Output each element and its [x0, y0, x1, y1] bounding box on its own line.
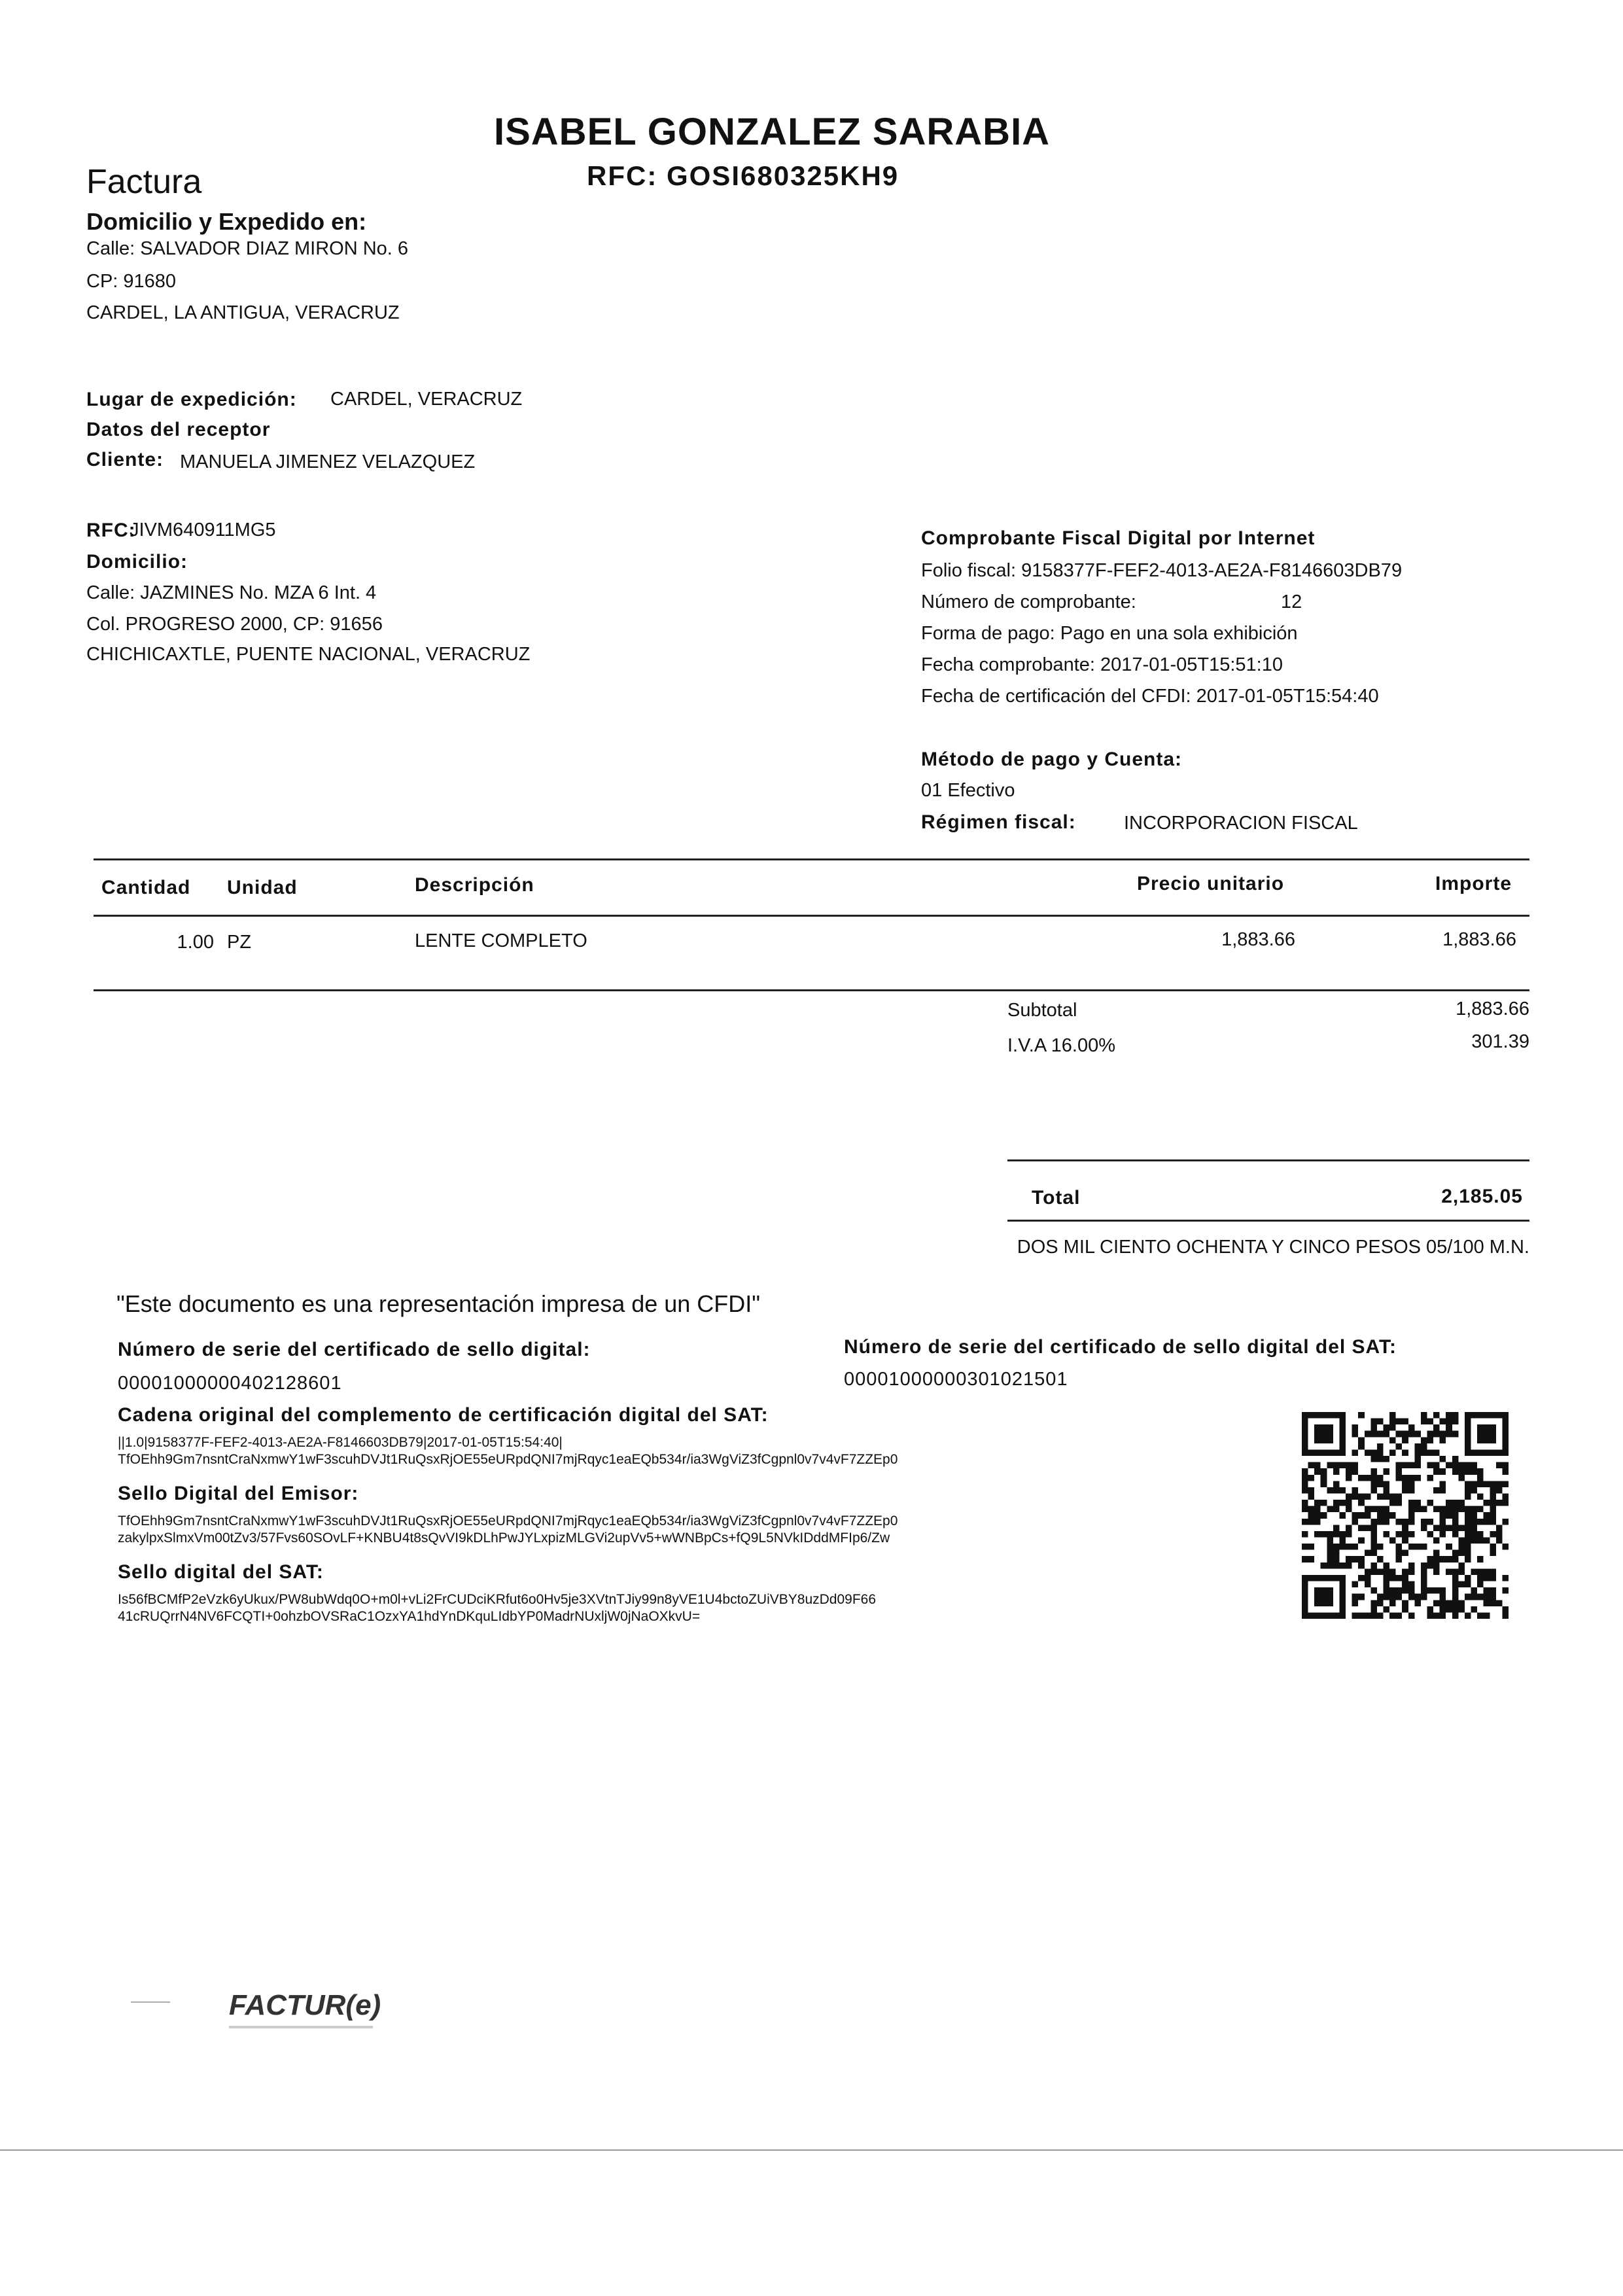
receptor-col: Col. PROGRESO 2000, CP: 91656: [86, 614, 383, 635]
receptor-calle: Calle: JAZMINES No. MZA 6 Int. 4: [86, 582, 377, 603]
issuer-name: ISABEL GONZALEZ SARABIA: [494, 111, 1051, 153]
table-bottom-rule: [94, 989, 1529, 991]
subtotal-value: 1,883.66: [1456, 998, 1529, 1019]
cfdi-numero-label: Número de comprobante:: [921, 592, 1136, 612]
row-cantidad: 1.00: [177, 932, 214, 953]
receptor-rfc-label: RFC:: [86, 520, 136, 541]
receptor-domicilio-label: Domicilio:: [86, 551, 188, 573]
serie-sat-value: 00001000000301021501: [844, 1369, 1068, 1390]
facture-logo: ——— FACTUR(e): [131, 1983, 379, 2041]
total-label: Total: [1032, 1187, 1081, 1209]
total-value: 2,185.05: [1441, 1186, 1523, 1207]
lugar-label: Lugar de expedición:: [86, 389, 297, 410]
regimen-label: Régimen fiscal:: [921, 811, 1076, 833]
cfdi-heading: Comprobante Fiscal Digital por Internet: [921, 527, 1316, 549]
sello-emisor-label: Sello Digital del Emisor:: [118, 1483, 359, 1504]
cfdi-numero-value: 12: [1281, 592, 1302, 612]
serie-sat-label: Número de serie del certificado de sello digital del SAT:: [844, 1336, 1397, 1358]
col-cantidad: Cantidad: [101, 877, 191, 898]
sello-sat-line-1: Is56fBCMfP2eVzk6yUkux/PW8ubWdq0O+m0l+vLi2FrCUDciKRfut6o0Hv5je3XVtnTJiy99n8yVE1U4bctoZUiVBY8uzDd09F66: [118, 1592, 877, 1607]
iva-label: I.V.A 16.00%: [1007, 1035, 1116, 1056]
sello-sat-line-2: 41cRUQrrN4NV6FCQTI+0ohzbOVSRaC1OzxYA1hdYnDKquLIdbYP0MadrNUxljW0jNaOXkvU=: [118, 1609, 701, 1624]
sello-emisor-line-2: zakylpxSlmxVm00tZv3/57Fvs60SOvLF+KNBU4t8sQvVI9kDLhPwJYLxpizMLGVi2upVv5+wWNBpCs+fQ9L5NVkIDddMFIp6/Zw: [118, 1530, 890, 1545]
row-descripcion: LENTE COMPLETO: [415, 930, 587, 951]
metodo-value: 01 Efectivo: [921, 780, 1015, 801]
page-bottom-rule: [0, 2149, 1623, 2151]
cadena-label: Cadena original del complemento de certificación digital del SAT:: [118, 1404, 769, 1426]
col-precio: Precio unitario: [1137, 873, 1285, 894]
cfdi-folio: Folio fiscal: 9158377F-FEF2-4013-AE2A-F8146603DB79: [921, 560, 1403, 581]
lugar-value: CARDEL, VERACRUZ: [330, 389, 523, 410]
iva-value: 301.39: [1471, 1031, 1529, 1052]
cfdi-forma-pago: Forma de pago: Pago en una sola exhibición: [921, 623, 1298, 644]
facture-logo-text: FACTUR(e): [229, 1989, 381, 2021]
row-precio: 1,883.66: [1221, 929, 1295, 950]
cadena-line-2: TfOEhh9Gm7nsntCraNxmwY1wF3scuhDVJt1RuQsxRjOE55eURpdQNI7mjRqyc1eaEQb534r/ia3WgViZ3fCgpnl0v7v4vF7ZZEp0: [118, 1452, 898, 1467]
domicilio-calle: Calle: SALVADOR DIAZ MIRON No. 6: [86, 238, 409, 259]
cliente-label: Cliente:: [86, 449, 164, 470]
representacion-text: "Este documento es una representación impresa de un CFDI": [116, 1290, 761, 1317]
document-type: Factura: [86, 163, 202, 201]
receptor-rfc-value: JIVM640911MG5: [130, 520, 276, 540]
serie-value: 00001000000402128601: [118, 1373, 342, 1394]
total-top-rule: [1007, 1159, 1529, 1161]
regimen-value: INCORPORACION FISCAL: [1124, 813, 1358, 834]
domicilio-cp: CP: 91680: [86, 271, 177, 292]
cliente-value: MANUELA JIMENEZ VELAZQUEZ: [180, 451, 476, 472]
sello-emisor-line-1: TfOEhh9Gm7nsntCraNxmwY1wF3scuhDVJt1RuQsxRjOE55eURpdQNI7mjRqyc1eaEQb534r/ia3WgViZ3fCgpnl0v7v4vF7ZZEp0: [118, 1513, 898, 1528]
issuer-rfc: RFC: GOSI680325KH9: [587, 160, 899, 191]
table-header-rule: [94, 915, 1529, 917]
table-top-rule: [94, 858, 1529, 860]
serie-label: Número de serie del certificado de sello digital:: [118, 1339, 591, 1360]
domicilio-heading: Domicilio y Expedido en:: [86, 208, 367, 235]
receptor-ciudad: CHICHICAXTLE, PUENTE NACIONAL, VERACRUZ: [86, 644, 531, 665]
domicilio-ciudad: CARDEL, LA ANTIGUA, VERACRUZ: [86, 302, 400, 323]
row-unidad: PZ: [227, 932, 252, 953]
cadena-line-1: ||1.0|9158377F-FEF2-4013-AE2A-F8146603DB79|2017-01-05T15:54:40|: [118, 1435, 563, 1450]
col-descripcion: Descripción: [415, 874, 534, 896]
qr-code-icon: [1302, 1412, 1509, 1619]
total-bottom-rule: [1007, 1220, 1529, 1222]
row-importe: 1,883.66: [1442, 929, 1516, 950]
receptor-heading: Datos del receptor: [86, 419, 271, 440]
col-importe: Importe: [1435, 873, 1512, 894]
sello-sat-label: Sello digital del SAT:: [118, 1561, 324, 1583]
subtotal-label: Subtotal: [1007, 1000, 1077, 1021]
cfdi-fecha: Fecha comprobante: 2017-01-05T15:51:10: [921, 654, 1283, 675]
metodo-heading: Método de pago y Cuenta:: [921, 749, 1182, 770]
total-letra: DOS MIL CIENTO OCHENTA Y CINCO PESOS 05/100 M.N.: [1017, 1237, 1529, 1258]
col-unidad: Unidad: [227, 877, 298, 898]
cfdi-fecha-cert: Fecha de certificación del CFDI: 2017-01-05T15:54:40: [921, 686, 1379, 707]
